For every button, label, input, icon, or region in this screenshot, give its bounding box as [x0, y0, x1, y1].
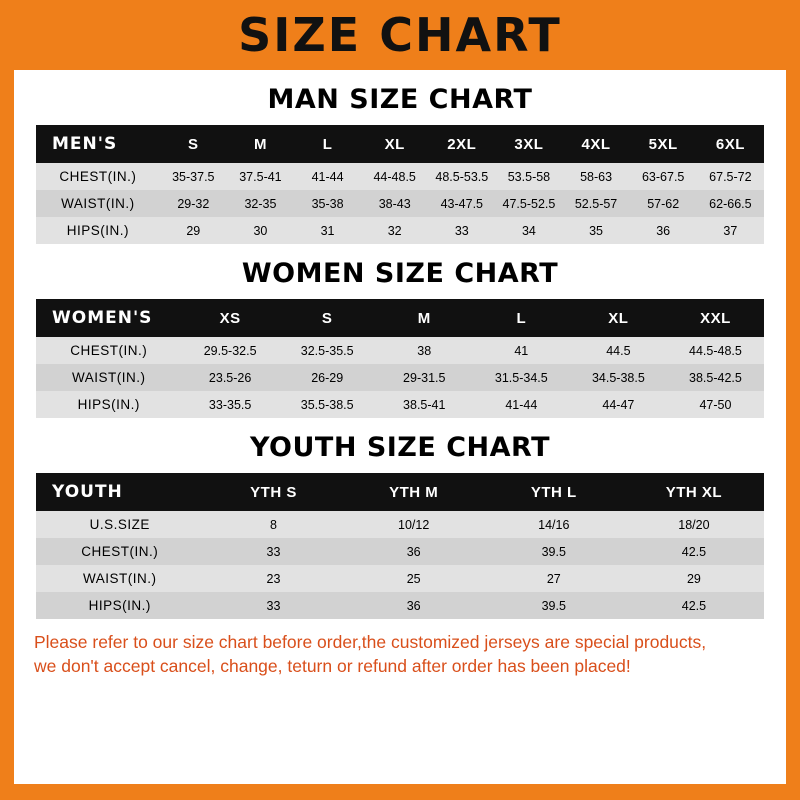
youth-chest-xl: 42.5	[624, 538, 764, 565]
men-waist-xl: 38-43	[361, 190, 428, 217]
men-col-3xl: 3XL	[495, 125, 562, 163]
youth-row-label-ussize: U.S.SIZE	[36, 511, 203, 538]
women-hips-xxl: 47-50	[667, 391, 764, 418]
women-col-l: L	[473, 299, 570, 337]
women-col-m: M	[376, 299, 473, 337]
men-chest-3xl: 53.5-58	[495, 163, 562, 190]
order-policy-note	[14, 619, 786, 678]
youth-ussize-s: 8	[203, 511, 343, 538]
men-section	[14, 84, 786, 244]
men-col-2xl: 2XL	[428, 125, 495, 163]
youth-size-table	[36, 473, 764, 619]
women-waist-l: 31.5-34.5	[473, 364, 570, 391]
table-row	[36, 565, 764, 592]
men-hips-2xl: 33	[428, 217, 495, 244]
youth-row-label-waist: WAIST(IN.)	[36, 565, 203, 592]
youth-ussize-xl: 18/20	[624, 511, 764, 538]
youth-waist-l: 27	[484, 565, 624, 592]
men-hips-6xl: 37	[697, 217, 764, 244]
women-waist-xs: 23.5-26	[182, 364, 279, 391]
men-chest-l: 41-44	[294, 163, 361, 190]
men-chest-xl: 44-48.5	[361, 163, 428, 190]
men-head-label: MEN'S	[36, 125, 160, 163]
men-waist-s: 29-32	[160, 190, 227, 217]
men-size-table	[36, 125, 764, 244]
youth-col-xl: YTH XL	[624, 473, 764, 511]
men-waist-4xl: 52.5-57	[563, 190, 630, 217]
youth-head-label: YOUTH	[36, 473, 203, 511]
youth-ussize-m: 10/12	[344, 511, 484, 538]
men-row-label-hips: HIPS(IN.)	[36, 217, 160, 244]
men-col-s: S	[160, 125, 227, 163]
men-chest-5xl: 63-67.5	[630, 163, 697, 190]
men-col-6xl: 6XL	[697, 125, 764, 163]
women-chest-xs: 29.5-32.5	[182, 337, 279, 364]
youth-waist-s: 23	[203, 565, 343, 592]
men-chest-m: 37.5-41	[227, 163, 294, 190]
women-col-xxl: XXL	[667, 299, 764, 337]
youth-col-m: YTH M	[344, 473, 484, 511]
women-hips-m: 38.5-41	[376, 391, 473, 418]
men-hips-l: 31	[294, 217, 361, 244]
men-table-head	[36, 125, 764, 163]
youth-row-label-chest: CHEST(IN.)	[36, 538, 203, 565]
table-row	[36, 337, 764, 364]
women-row-label-chest: CHEST(IN.)	[36, 337, 182, 364]
women-table-body	[36, 337, 764, 418]
women-waist-xxl: 38.5-42.5	[667, 364, 764, 391]
table-row	[36, 163, 764, 190]
women-col-s: S	[279, 299, 376, 337]
youth-section-title: YOUTH SIZE CHART	[249, 432, 551, 463]
women-hips-xs: 33-35.5	[182, 391, 279, 418]
youth-section	[14, 432, 786, 619]
women-chest-xxl: 44.5-48.5	[667, 337, 764, 364]
youth-chest-s: 33	[203, 538, 343, 565]
men-waist-m: 32-35	[227, 190, 294, 217]
men-waist-3xl: 47.5-52.5	[495, 190, 562, 217]
youth-hips-xl: 42.5	[624, 592, 764, 619]
women-waist-m: 29-31.5	[376, 364, 473, 391]
women-chest-l: 41	[473, 337, 570, 364]
men-waist-l: 35-38	[294, 190, 361, 217]
men-col-5xl: 5XL	[630, 125, 697, 163]
men-hips-5xl: 36	[630, 217, 697, 244]
men-table-body	[36, 163, 764, 244]
youth-ussize-l: 14/16	[484, 511, 624, 538]
women-hips-s: 35.5-38.5	[279, 391, 376, 418]
men-waist-2xl: 43-47.5	[428, 190, 495, 217]
order-policy-note-line2: we don't accept cancel, change, teturn or refund after order has been placed!	[34, 655, 631, 676]
women-head-label: WOMEN'S	[36, 299, 182, 337]
table-row	[36, 391, 764, 418]
women-waist-s: 26-29	[279, 364, 376, 391]
bottom-accent-bar	[0, 784, 800, 800]
table-row	[36, 217, 764, 244]
men-hips-3xl: 34	[495, 217, 562, 244]
youth-hips-s: 33	[203, 592, 343, 619]
youth-chest-l: 39.5	[484, 538, 624, 565]
women-table-head	[36, 299, 764, 337]
table-row	[36, 592, 764, 619]
youth-table-body	[36, 511, 764, 619]
youth-row-label-hips: HIPS(IN.)	[36, 592, 203, 619]
women-section-title: WOMEN SIZE CHART	[241, 258, 559, 289]
men-row-label-waist: WAIST(IN.)	[36, 190, 160, 217]
women-chest-s: 32.5-35.5	[279, 337, 376, 364]
men-col-m: M	[227, 125, 294, 163]
table-row	[36, 538, 764, 565]
men-col-xl: XL	[361, 125, 428, 163]
women-row-label-waist: WAIST(IN.)	[36, 364, 182, 391]
men-waist-5xl: 57-62	[630, 190, 697, 217]
men-section-title: MAN SIZE CHART	[267, 84, 533, 115]
women-size-table	[36, 299, 764, 418]
men-hips-xl: 32	[361, 217, 428, 244]
men-row-label-chest: CHEST(IN.)	[36, 163, 160, 190]
youth-header-row	[36, 473, 764, 511]
youth-waist-m: 25	[344, 565, 484, 592]
page-title: SIZE CHART	[238, 8, 562, 62]
men-col-4xl: 4XL	[563, 125, 630, 163]
men-hips-4xl: 35	[563, 217, 630, 244]
page-banner	[14, 0, 786, 70]
youth-hips-m: 36	[344, 592, 484, 619]
women-col-xl: XL	[570, 299, 667, 337]
men-hips-s: 29	[160, 217, 227, 244]
women-row-label-hips: HIPS(IN.)	[36, 391, 182, 418]
order-policy-note-line1: Please refer to our size chart before order,the customized jerseys are special products,	[34, 632, 707, 652]
women-chest-xl: 44.5	[570, 337, 667, 364]
men-col-l: L	[294, 125, 361, 163]
youth-chest-m: 36	[344, 538, 484, 565]
women-waist-xl: 34.5-38.5	[570, 364, 667, 391]
women-col-xs: XS	[182, 299, 279, 337]
men-header-row	[36, 125, 764, 163]
youth-waist-xl: 29	[624, 565, 764, 592]
men-chest-2xl: 48.5-53.5	[428, 163, 495, 190]
table-row	[36, 364, 764, 391]
youth-col-s: YTH S	[203, 473, 343, 511]
women-hips-xl: 44-47	[570, 391, 667, 418]
table-row	[36, 511, 764, 538]
men-waist-6xl: 62-66.5	[697, 190, 764, 217]
youth-hips-l: 39.5	[484, 592, 624, 619]
table-row	[36, 190, 764, 217]
men-chest-4xl: 58-63	[563, 163, 630, 190]
women-section	[14, 258, 786, 418]
women-chest-m: 38	[376, 337, 473, 364]
youth-table-head	[36, 473, 764, 511]
women-hips-l: 41-44	[473, 391, 570, 418]
men-hips-m: 30	[227, 217, 294, 244]
youth-col-l: YTH L	[484, 473, 624, 511]
women-header-row	[36, 299, 764, 337]
men-chest-6xl: 67.5-72	[697, 163, 764, 190]
men-chest-s: 35-37.5	[160, 163, 227, 190]
